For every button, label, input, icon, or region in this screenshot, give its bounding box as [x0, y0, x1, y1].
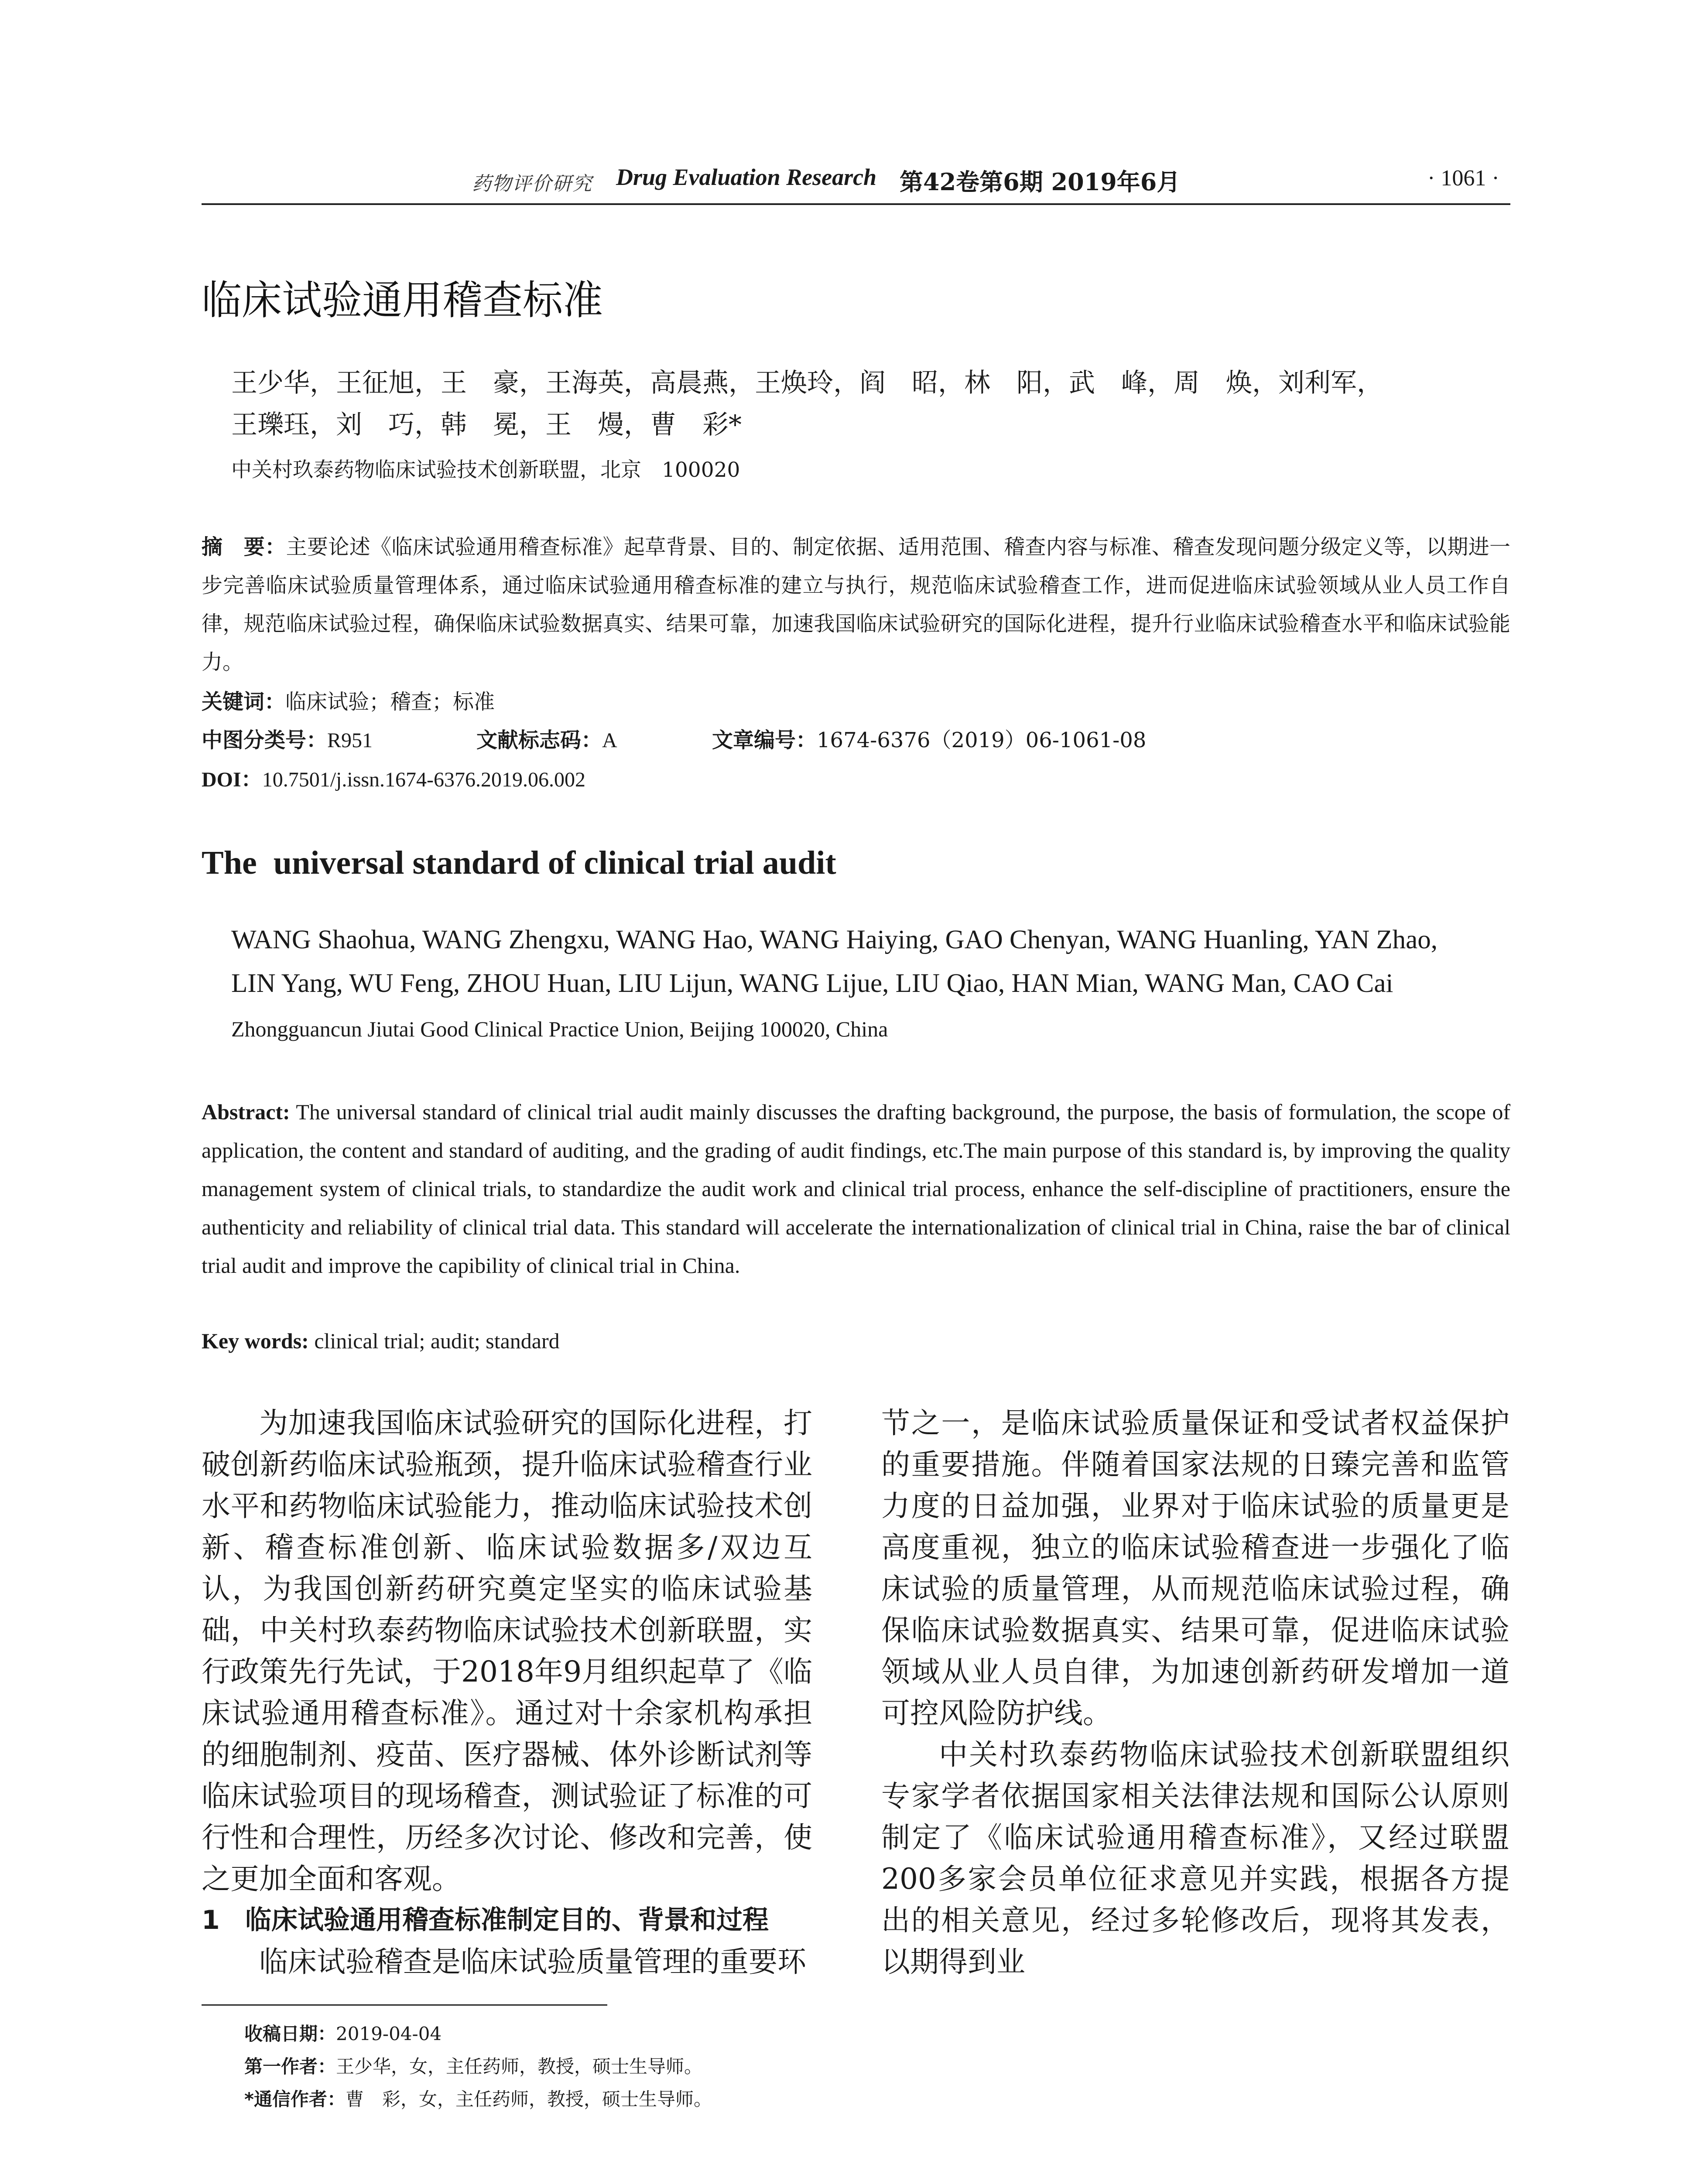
- keywords-cn-label: 关键词：: [202, 690, 286, 714]
- header-rule: [202, 203, 1510, 205]
- section-heading: [202, 1900, 812, 1941]
- abstract-en-label: Abstract:: [202, 1100, 290, 1124]
- body-paragraph: 为加速我国临床试验研究的国际化进程，打破创新药临床试验瓶颈，提升临床试验稽查行业水平和药物临床试验能力，推动临床试验技术创新、稽查标准创新、临床试验数据多/双边互认，为我国创新药研究奠定坚实的临床试验基础，中关村玖泰药物临床试验技术创新联盟，实行政策先行先试，于2018年9月组织起草了《临床试验通用稽查标准》。通过对十余家机构承担的细胞制剂、疫苗、医疗器械、体外诊断试剂等临床试验项目的现场稽查，测试验证了标准的可行性和合理性，历经多次讨论、修改和完善，使之更加全面和客观。: [202, 1406, 812, 1896]
- first-author-label: 第一作者：: [244, 2056, 336, 2077]
- classification-row: [202, 723, 1510, 754]
- issue-info: 第42卷第6期 2019年6月: [900, 168, 1181, 196]
- body-paragraph: 节之一，是临床试验质量保证和受试者权益保护的重要措施。伴随着国家法规的日臻完善和监管力度的日益加强，业界对于临床试验的质量更是高度重视，独立的临床试验稽查进一步强化了临床试验的质量管理，从而规范临床试验过程，确保临床试验数据真实、结果可靠，促进临床试验领域从业人员自律，为加速创新药研发增加一道可控风险防护线。: [881, 1406, 1509, 1730]
- abstract-en: [202, 1093, 1510, 1285]
- authors-cn-line2: 王瓅珏，刘 巧，韩 冕，王 熳，曹 彩*: [231, 410, 742, 440]
- article-number-label: 文章编号：: [712, 728, 817, 752]
- doi-label: DOI：: [202, 768, 262, 791]
- footnote-rule: [202, 2004, 607, 2006]
- abstract-en-text: The universal standard of clinical trial audit mainly discusses the drafting background, the purpose, the basis of formulation, the scope of application, the content and standard of auditing, and the grading of audit findings, etc.The main purpose of this standard is, by improving the quality management system of clinical trials, to standardize the audit work and clinical trial process, enhance the self-discipline of practitioners, ensure the authenticity and reliability of clinical trial data. This standard will accelerate the internationalization of clinical trial in China, raise the bar of clinical trial audit and improve the capibility of clinical trial in China.: [202, 1100, 1510, 1278]
- journal-logo: 药物评价研究: [472, 173, 592, 195]
- corresponding-label: *通信作者：: [244, 2089, 346, 2110]
- affiliation-en: Zhongguancun Jiutai Good Clinical Practice Union, Beijing 100020, China: [231, 1017, 888, 1041]
- keywords-en-text: clinical trial; audit; standard: [308, 1329, 560, 1353]
- authors-en-line2: LIN Yang, WU Feng, ZHOU Huan, LIU Lijun, WANG Lijue, LIU Qiao, HAN Mian, WANG Man, CAO Cai: [231, 969, 1393, 998]
- running-header: [202, 164, 1510, 198]
- authors-cn-line1: 王少华，王征旭，王 豪，王海英，高晨燕，王焕玲，阎 昭，林 阳，武 峰，周 焕，刘利军，: [231, 368, 1383, 398]
- keywords-en: [202, 1328, 560, 1354]
- journal-name: Drug Evaluation Research: [616, 164, 877, 190]
- footnote-received: [244, 2020, 442, 2046]
- article-title-cn: 临床试验通用稽查标准: [202, 277, 603, 324]
- received-value: 2019-04-04: [336, 2023, 442, 2044]
- page-number: · 1061 ·: [1427, 166, 1499, 191]
- section-title: 临床试验通用稽查标准制定目的、背景和过程: [245, 1905, 769, 1935]
- first-author-value: 王少华，女，主任药师，教授，硕士生导师。: [336, 2056, 703, 2077]
- corresponding-value: 曹 彩，女，主任药师，教授，硕士生导师。: [345, 2089, 712, 2110]
- footnote-first-author: [244, 2052, 702, 2078]
- body-right-column: [881, 1402, 1509, 1983]
- keywords-cn-text: 临床试验；稽查；标准: [285, 690, 495, 714]
- body-paragraph: 临床试验稽查是临床试验质量管理的重要环: [259, 1945, 806, 1979]
- body-left-column: [202, 1402, 812, 1983]
- section-number: 1: [202, 1905, 220, 1935]
- body-paragraph: 中关村玖泰药物临床试验技术创新联盟组织专家学者依据国家相关法律法规和国际公认原则制定了《临床试验通用稽查标准》，又经过联盟200多家会员单位征求意见并实践，根据各方提出的相关意见，经过多轮修改后，现将其发表，以期得到业: [881, 1738, 1509, 1979]
- keywords-en-label: Key words:: [202, 1329, 309, 1353]
- abstract-cn: [202, 528, 1510, 681]
- article-title-en: The universal standard of clinical trial audit: [202, 844, 836, 881]
- doc-code-value: A: [602, 729, 617, 752]
- doc-code-label: 文献标志码：: [476, 728, 602, 752]
- abstract-cn-text: 主要论述《临床试验通用稽查标准》起草背景、目的、制定依据、适用范围、稽查内容与标准、稽查发现问题分级定义等，以期进一步完善临床试验质量管理体系，通过临床试验通用稽查标准的建立与执行，规范临床试验稽查工作，进而促进临床试验领域从业人员工作自律，规范临床试验过程，确保临床试验数据真实、结果可靠，加速我国临床试验研究的国际化进程，提升行业临床试验稽查水平和临床试验能力。: [202, 535, 1510, 674]
- abstract-cn-label: 摘 要：: [202, 535, 286, 559]
- article-number-value: 1674-6376（2019）06-1061-08: [817, 728, 1147, 752]
- received-label: 收稿日期：: [244, 2023, 336, 2044]
- doi-value: 10.7501/j.issn.1674-6376.2019.06.002: [262, 768, 586, 791]
- clc-value: R951: [327, 729, 373, 752]
- keywords-cn: [202, 685, 495, 715]
- doi-row: [202, 762, 585, 793]
- footnote-corresponding-author: [244, 2085, 712, 2111]
- affiliation-cn: 中关村玖泰药物临床试验技术创新联盟，北京 100020: [231, 458, 740, 482]
- authors-en-line1: WANG Shaohua, WANG Zhengxu, WANG Hao, WANG Haiying, GAO Chenyan, WANG Huanling, YAN Zhao,: [231, 925, 1438, 954]
- clc-label: 中图分类号：: [202, 728, 328, 752]
